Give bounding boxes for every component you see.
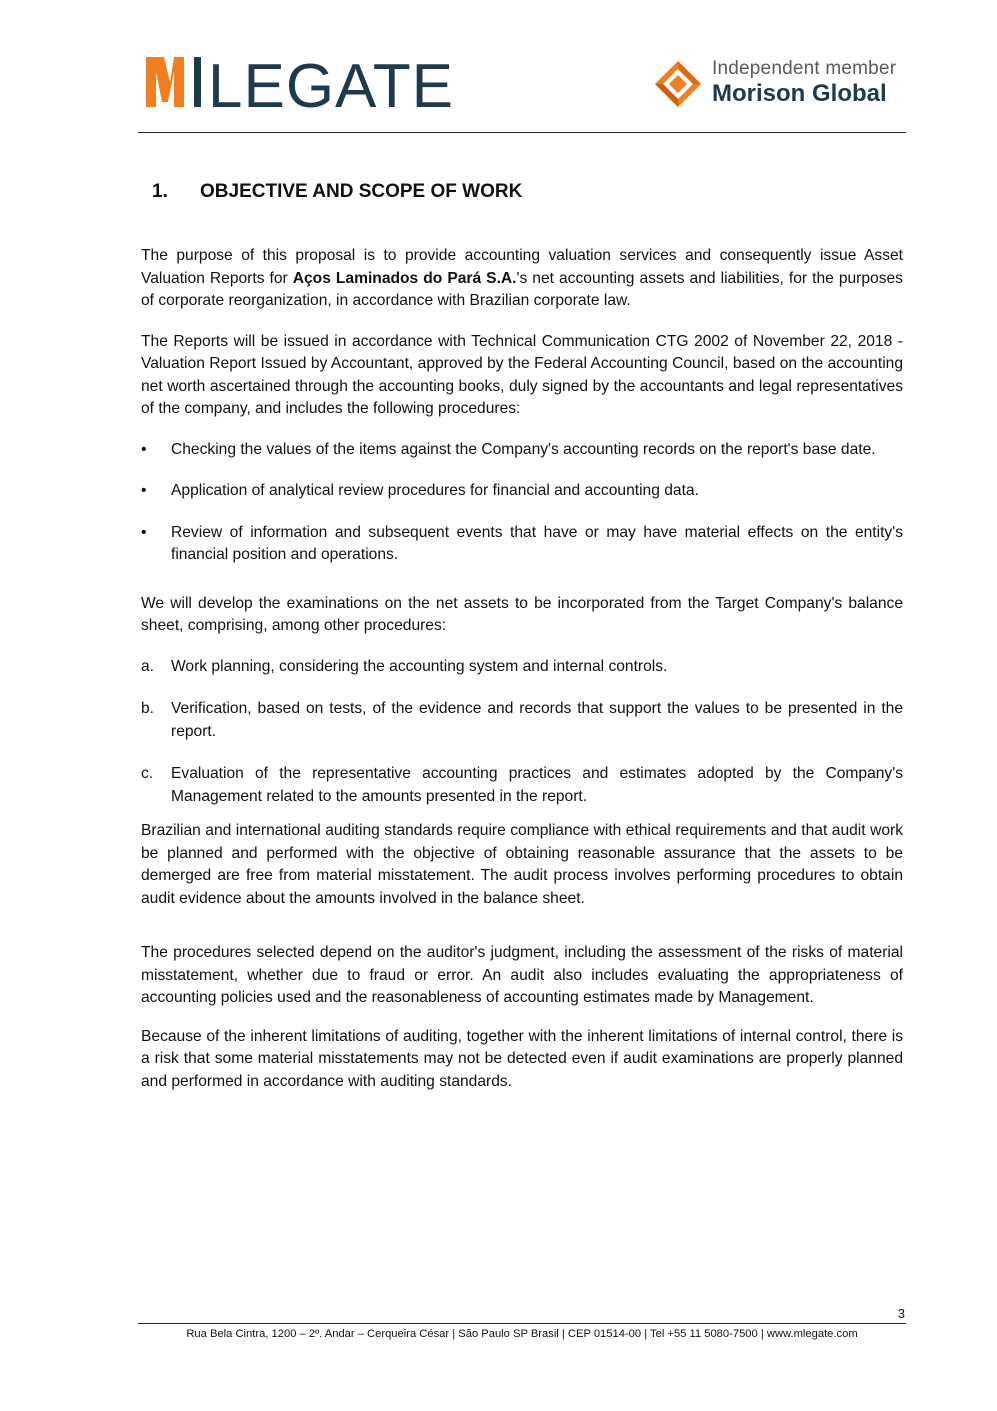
list-marker: b.	[141, 700, 155, 717]
paragraph-reports: The Reports will be issued in accordance with Technical Communication CTG 2002 of November 22, 2018 - Valuation Report Issued by Accountant, approved by the Federal Accounting Council, based on the accounting net worth ascertained through the accounting books, duly signed by the accountants and legal representatives of the company, and includes the following procedures:	[141, 332, 903, 417]
company-name: Aços Laminados do Pará S.A.	[292, 269, 517, 287]
section-title: OBJECTIVE AND SCOPE OF WORK	[200, 181, 523, 202]
list-item	[141, 480, 903, 503]
footer-divider	[138, 1323, 906, 1324]
list-item	[141, 522, 903, 567]
list-item-text: Evaluation of the representative accounting practices and estimates adopted by the Company's Management related to the amounts presented in the report.	[171, 765, 903, 805]
morison-global-logo	[646, 58, 906, 110]
document-body	[141, 245, 903, 1093]
svg-text:LEGATE: LEGATE	[208, 52, 455, 112]
list-item-text: Review of information and subsequent events that have or may have material effects on the entity's financial position and operations.	[171, 523, 903, 563]
procedures-lettered-list	[141, 656, 903, 809]
page-number: 3	[897, 1306, 905, 1321]
morison-global-label: Morison Global	[712, 80, 887, 107]
list-marker: c.	[141, 765, 154, 782]
header-divider	[138, 132, 906, 133]
procedures-bullet-list	[141, 439, 903, 567]
bullet-icon: •	[141, 482, 147, 499]
morison-diamond-icon	[654, 60, 702, 108]
mlegate-logo	[146, 52, 476, 112]
list-item	[141, 439, 903, 462]
list-item	[141, 698, 903, 743]
footer-address: Rua Bela Cintra, 1200 – 2º. Andar – Cerqueira César | São Paulo SP Brasil | CEP 01514-00 | Tel +55 11 5080-7500 | www.mlegate.com	[186, 1328, 858, 1340]
paragraph-limitations: Because of the inherent limitations of auditing, together with the inherent limitations of internal control, there is a risk that some material misstatements may not be detected even if audit examinations are properly planned and performed in accordance with auditing standards.	[141, 1027, 903, 1090]
paragraph-purpose	[141, 245, 903, 313]
bullet-icon: •	[141, 440, 147, 458]
bullet-icon: •	[141, 523, 147, 541]
page-header	[138, 48, 906, 118]
list-item	[141, 656, 903, 679]
list-item-text: Checking the values of the items against the Company's accounting records on the report's base date.	[171, 440, 876, 458]
list-item	[141, 763, 903, 808]
paragraph-purpose-text-2: 's net accounting assets and liabilities, for the purposes of corporate reorganization, in accordance with Brazilian corporate law.	[141, 269, 903, 309]
mlegate-logo-graphic	[146, 52, 476, 112]
list-item-text: Verification, based on tests, of the evidence and records that support the values to be presented in the report.	[171, 700, 903, 740]
paragraph-examinations: We will develop the examinations on the net assets to be incorporated from the Target Company's balance sheet, comprising, among other procedures:	[141, 594, 903, 634]
list-marker: a.	[141, 657, 155, 675]
section-heading	[152, 181, 522, 203]
list-item-text: Application of analytical review procedures for financial and accounting data.	[171, 482, 699, 499]
paragraph-purpose-text-1: The purpose of this proposal is to provide accounting valuation services and consequently issue Asset Valuation Reports for	[141, 247, 903, 287]
independent-member-label: Independent member	[712, 58, 897, 79]
section-number: 1.	[152, 181, 168, 202]
list-item-text: Work planning, considering the accounting system and internal controls.	[171, 657, 668, 675]
paragraph-judgment: The procedures selected depend on the auditor's judgment, including the assessment of the risks of material misstatement, whether due to fraud or error. An audit also includes evaluating the appropriateness of accounting policies used and the reasonableness of accounting estimates made by Management.	[141, 944, 903, 1006]
paragraph-standards: Brazilian and international auditing standards require compliance with ethical requirements and that audit work be planned and performed with the objective of obtaining reasonable assurance that the assets to be demerged are free from material misstatement. The audit process involves performing procedures to obtain audit evidence about the amounts involved in the balance sheet.	[141, 822, 903, 907]
